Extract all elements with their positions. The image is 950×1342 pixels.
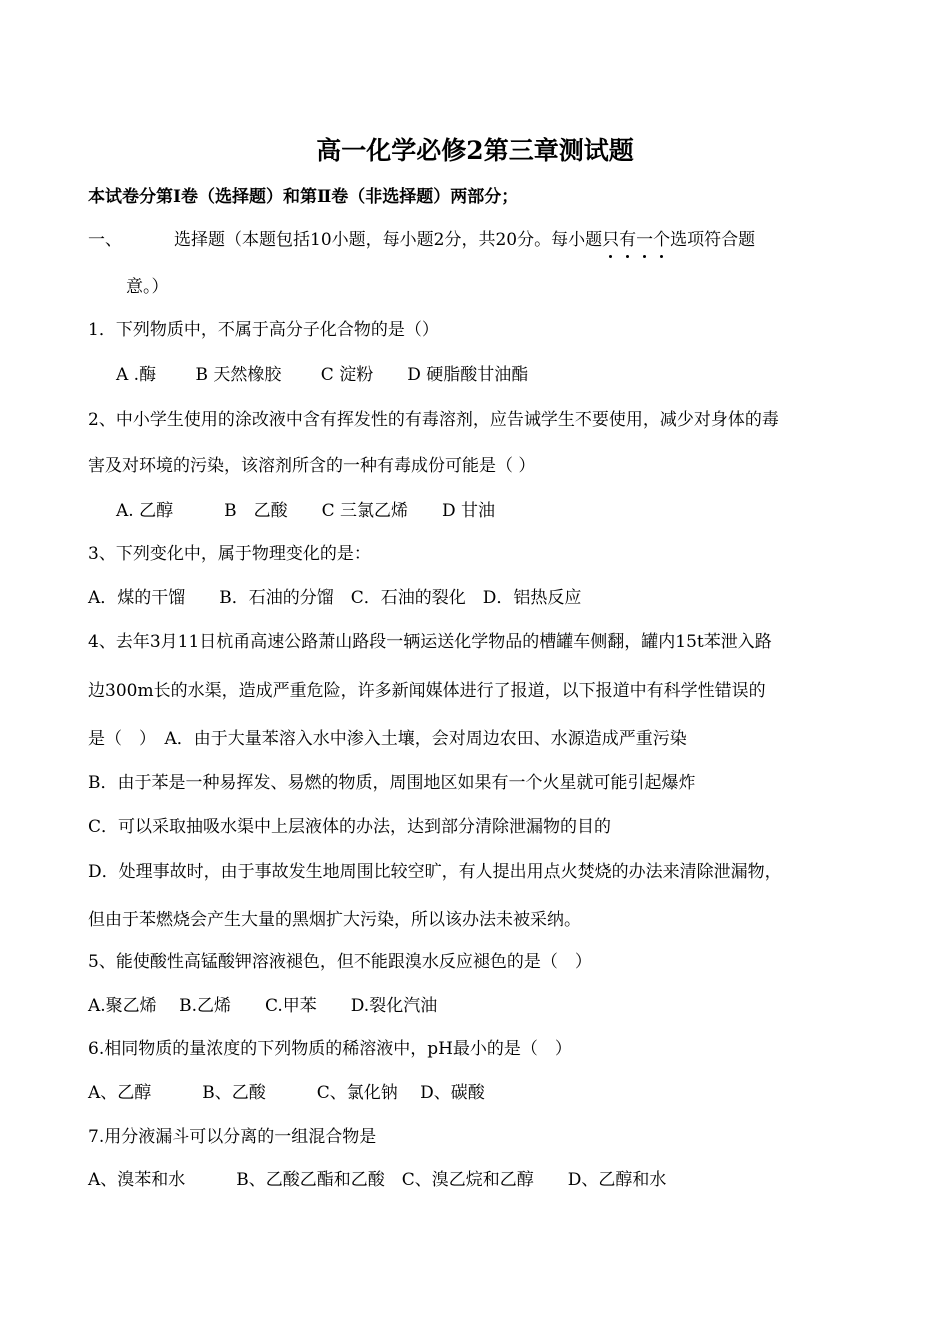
question-6-options: A、乙醇 B、乙酸 C、氯化钠 D、碳酸 xyxy=(88,1083,485,1103)
emphasis-char: 只 xyxy=(602,230,620,250)
question-3-options: A．煤的干馏 B．石油的分馏 C．石油的裂化 D．铝热反应 xyxy=(88,588,582,608)
emphasis-char: 有 xyxy=(619,230,637,250)
emphasis-char: 一 xyxy=(636,230,654,250)
question-1-stem: 1．下列物质中，不属于高分子化合物的是（） xyxy=(88,320,439,340)
question-4-stem-cont: 边300m长的水渠，造成严重危险，许多新闻媒体进行了报道，以下报道中有科学性错误的 xyxy=(88,681,766,701)
document-title: 高一化学必修2第三章测试题 xyxy=(316,136,634,165)
question-7-stem: 7.用分液漏斗可以分离的一组混合物是 xyxy=(88,1127,377,1147)
question-2-options: A. 乙醇 B 乙酸 C 三氯乙烯 D 甘油 xyxy=(116,501,496,521)
section-instruction-line2: 意。） xyxy=(126,277,169,297)
question-4-stem: 4、去年3月11日杭甬高速公路萧山路段一辆运送化学物品的槽罐车侧翻，罐内15t苯泄入路 xyxy=(88,632,772,652)
question-2-stem: 2、中小学生使用的涂改液中含有挥发性的有毒溶剂，应告诫学生不要使用，减少对身体的毒 xyxy=(88,410,779,430)
question-6-stem: 6.相同物质的量浓度的下列物质的稀溶液中，pH最小的是（ ） xyxy=(88,1039,572,1059)
question-1-options: A .酶 B 天然橡胶 C 淀粉 D 硬脂酸甘油酯 xyxy=(116,365,529,385)
question-4-option-c: C．可以采取抽吸水渠中上层液体的办法，达到部分清除泄漏物的目的 xyxy=(88,817,612,837)
question-3-stem: 3、下列变化中，属于物理变化的是： xyxy=(88,544,371,564)
question-2-stem-cont: 害及对环境的污染，该溶剂所含的一种有毒成份可能是（ ） xyxy=(88,456,536,476)
emphasis-char: 个 xyxy=(653,230,671,250)
section-one-heading xyxy=(88,229,755,251)
question-5-stem: 5、能使酸性高锰酸钾溶液褪色，但不能跟溴水反应褪色的是（ ） xyxy=(88,952,592,972)
paper-intro: 本试卷分第Ⅰ卷（选择题）和第Ⅱ卷（非选择题）两部分； xyxy=(88,187,519,207)
question-4-option-b: B．由于苯是一种易挥发、易燃的物质，周围地区如果有一个火星就可能引起爆炸 xyxy=(88,773,696,793)
question-7-options: A、溴苯和水 B、乙酸乙酯和乙酸 C、溴乙烷和乙醇 D、乙醇和水 xyxy=(88,1170,667,1190)
section-instruction-end: 选项符合题 xyxy=(670,230,756,250)
section-instruction: 选择题（本题包括10小题，每小题2分，共20分。每小题 xyxy=(174,230,603,250)
section-number: 一、 xyxy=(88,230,122,250)
question-5-options: A.聚乙烯 B.乙烯 C.甲苯 D.裂化汽油 xyxy=(88,996,438,1016)
question-4-stem-option-a: 是（ ） A．由于大量苯溶入水中渗入土壤，会对周边农田、水源造成严重污染 xyxy=(88,729,687,749)
question-4-option-d: D．处理事故时，由于事故发生地周围比较空旷，有人提出用点火焚烧的办法来清除泄漏物， xyxy=(88,862,782,882)
question-4-option-d-cont: 但由于苯燃烧会产生大量的黑烟扩大污染，所以该办法未被采纳。 xyxy=(88,910,581,930)
